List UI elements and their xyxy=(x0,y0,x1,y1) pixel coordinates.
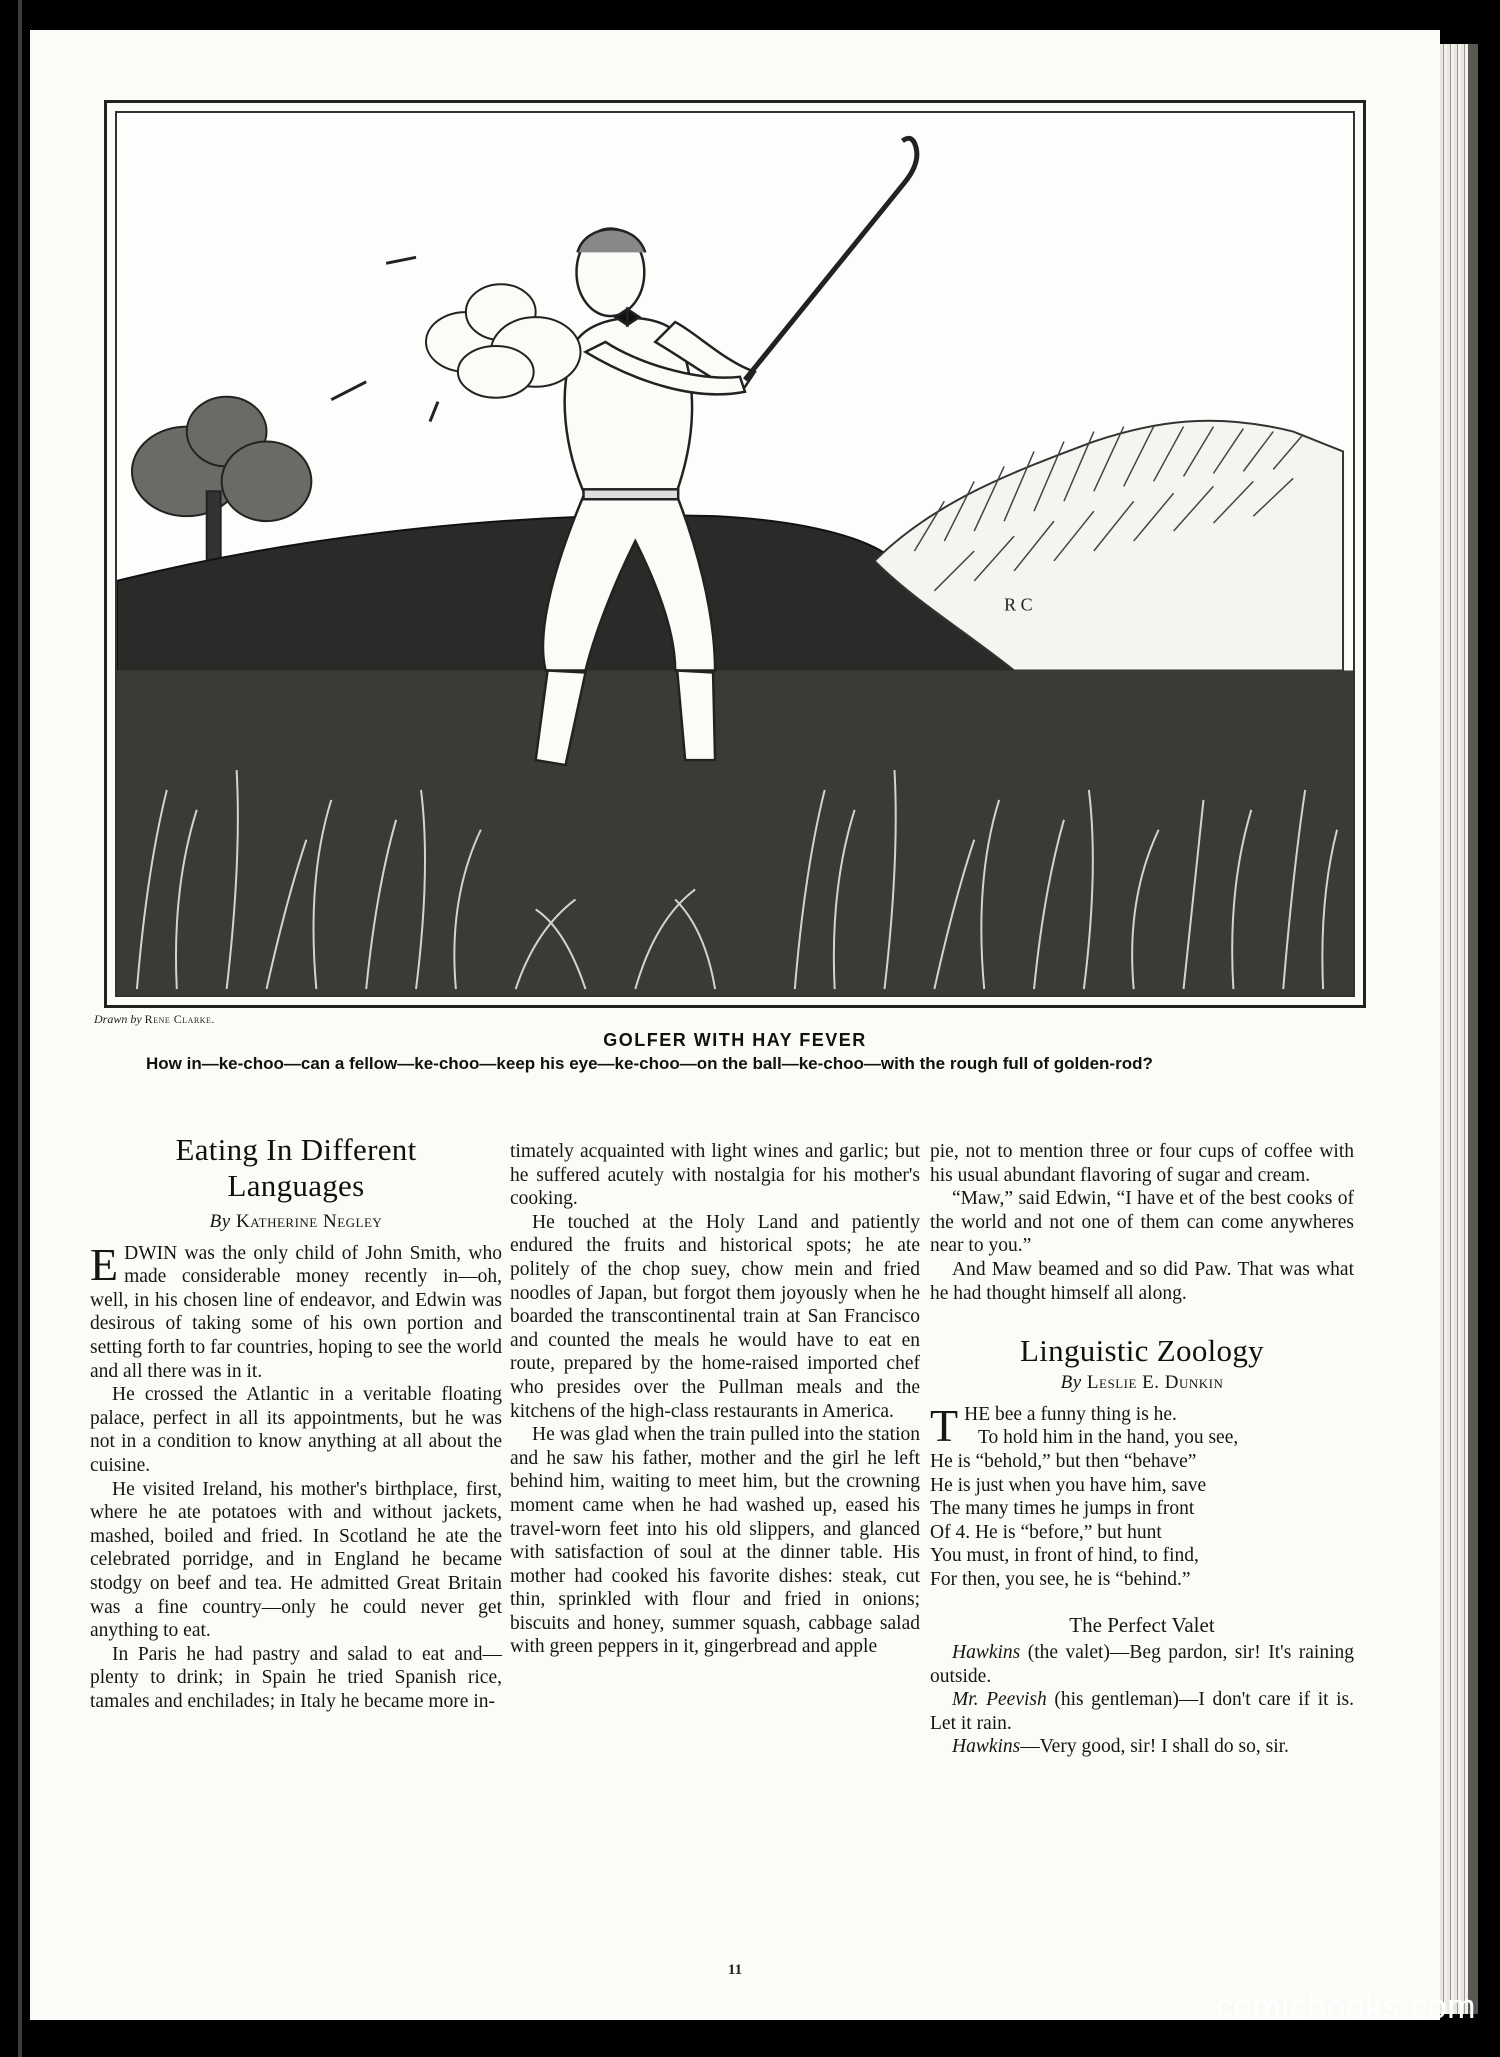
dialog-text: (the valet)—Beg pardon, sir! It's raining outside. xyxy=(930,1642,1354,1687)
illustration-golfer xyxy=(115,111,1355,997)
poem-line: Of 4. He is “before,” but hunt xyxy=(930,1521,1162,1543)
byline-negley xyxy=(90,1210,502,1234)
dialog-line xyxy=(930,1688,1354,1735)
speaker: Hawkins xyxy=(952,1642,1021,1664)
article-title-line1: Eating In Different xyxy=(175,1132,417,1167)
poem-line: The many times he jumps in front xyxy=(930,1498,1195,1520)
poem-line: You must, in front of hind, to find, xyxy=(930,1545,1199,1567)
byline-author: Katherine Negley xyxy=(235,1211,383,1232)
caption-title: GOLFER WITH HAY FEVER xyxy=(603,1030,867,1050)
page-stack-edge xyxy=(1440,44,1468,2014)
paragraph xyxy=(90,1238,502,1384)
drop-cap: T xyxy=(930,1399,959,1451)
paragraph: He visited Ireland, his mother's birthplace, first, where he ate potatoes with and without jackets, mashed, boiled and fried. In Scotland he ate the celebrated porridge, and in England he became stodgy on beef and tea. He admitted Great Britain was a fine country—only he could never get anything to eat. xyxy=(90,1478,502,1642)
paragraph: He touched at the Holy Land and patiently endured the fruits and historical spots; he ate politely of the chop suey, chow mein and fried noodles of Japan, but forgot them joyously when he boarded the transcontinental train at San Francisco and counted the meals he would have to eat en route, prepared by the home-raised imported chef who presides over the Pullman meals and the kitchens of the high-class restaurants in America. xyxy=(510,1211,920,1422)
speaker: Mr. Peevish xyxy=(952,1689,1047,1711)
drop-cap: E xyxy=(90,1238,119,1290)
artist-signature: R C xyxy=(1004,594,1033,615)
golf-club xyxy=(745,138,917,379)
paragraph: And Maw beamed and so did Paw. That was what he had thought himself all along. xyxy=(930,1258,1354,1304)
byline-by: By xyxy=(1060,1372,1082,1394)
article-title-valet: The Perfect Valet xyxy=(1069,1612,1215,1637)
rough-grass xyxy=(117,670,1353,995)
golfer-drawing xyxy=(117,113,1353,995)
valet-dialog xyxy=(930,1641,1354,1759)
column-1 xyxy=(90,1132,502,1713)
byline-by: By xyxy=(209,1211,231,1232)
poem-line: He is just when you have him, save xyxy=(930,1474,1207,1496)
byline-author: Leslie E. Dunkin xyxy=(1086,1372,1224,1394)
tree-illustration xyxy=(132,397,311,571)
magazine-page xyxy=(30,30,1440,2020)
poem-line: To hold him in the hand, you see, xyxy=(978,1427,1239,1449)
article-title-eating xyxy=(90,1132,502,1204)
paragraph-text: DWIN was the only child of John Smith, who made considerable money recently in—oh, well, in his chosen line of endeavor, and Edwin was desirous of taking some of his own portion and setting forth to far countries, hoping to see the world and all there was in it. xyxy=(90,1242,502,1382)
poem-line-text: HE bee a funny thing is he. xyxy=(964,1403,1177,1425)
poem-line: For then, you see, he is “behind.” xyxy=(930,1568,1191,1590)
page-stack-shadow xyxy=(1468,44,1478,2014)
caption-text: How in—ke-choo—can a fellow—ke-choo—keep his eye—ke-choo—on the ball—ke-choo—with the rough full of golden-rod? xyxy=(146,1054,1153,1073)
illustration-credit xyxy=(94,1012,215,1027)
column-3 xyxy=(930,1140,1354,1759)
sneeze-cloud xyxy=(426,284,581,397)
page-number: 11 xyxy=(727,1962,743,1978)
illustration-frame xyxy=(104,100,1366,1008)
paragraph: In Paris he had pastry and salad to eat and—plenty to drink; in Spain he tried Spanish rice, tamales and enchilades; in Italy he became more in- xyxy=(90,1643,502,1712)
dialog-text: (his gentleman)—I don't care if it is. Let it rain. xyxy=(930,1689,1354,1734)
credit-artist: Rene Clarke. xyxy=(144,1012,215,1026)
poem-line: He is “behold,” but then “behave” xyxy=(930,1450,1197,1472)
paragraph: pie, not to mention three or four cups of coffee with his usual abundant flavoring of sugar and cream. xyxy=(930,1141,1354,1186)
binding-shadow xyxy=(0,0,30,2057)
byline-dunkin xyxy=(930,1371,1354,1395)
paragraph: He was glad when the train pulled into the station and he saw his father, mother and the girl he left behind him, waiting to meet him, but the crowning moment came when he had washed up, eased his travel-worn feet into his old slippers, and glanced with satisfaction of soul at the dinner table. His mother had cooked his favorite dishes: steak, cut thin, sprinkled with flour and fried in onions; biscuits and honey, summer squash, cabbage salad with green peppers in it, gingerbread and apple xyxy=(510,1424,920,1658)
speaker: Hawkins xyxy=(952,1736,1021,1758)
article-title-zoology: Linguistic Zoology xyxy=(1020,1333,1264,1369)
site-watermark: comicbooks.com xyxy=(1215,1988,1476,2026)
paragraph: “Maw,” said Edwin, “I have et of the best cooks of the world and not one of them can come anywheres near to you.” xyxy=(930,1188,1354,1257)
poem xyxy=(930,1399,1354,1592)
paragraph: He crossed the Atlantic in a veritable floating palace, perfect in all its appointments, but he was not in a condition to know anything at all about the cuisine. xyxy=(90,1384,502,1476)
article-title-line2: Languages xyxy=(227,1168,365,1203)
dialog-line xyxy=(930,1641,1354,1688)
dialog-text: —Very good, sir! I shall do so, sir. xyxy=(1020,1736,1289,1758)
credit-prefix: Drawn by xyxy=(94,1012,142,1026)
paragraph: timately acquainted with light wines and garlic; but he suffered acutely with nostalgia for his mother's cooking. xyxy=(510,1141,920,1210)
column-2 xyxy=(510,1140,920,1659)
dialog-line xyxy=(930,1735,1354,1759)
